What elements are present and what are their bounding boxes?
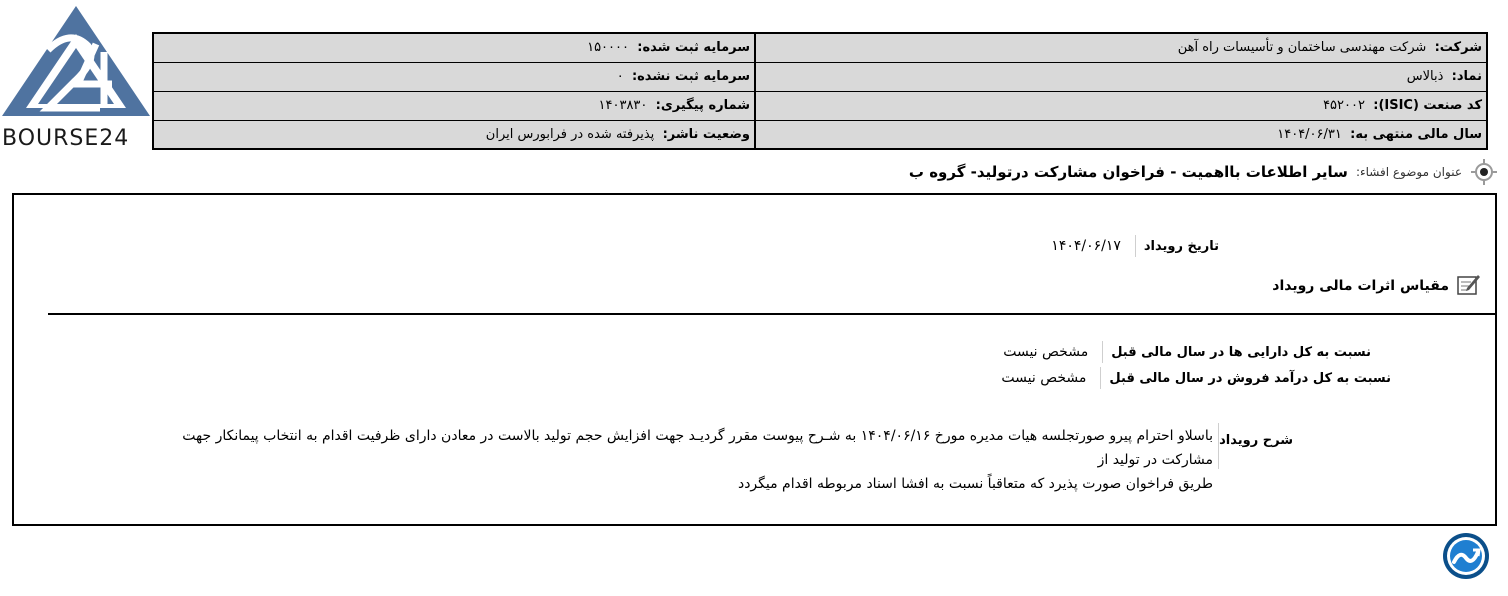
subject-title: سایر اطلاعات بااهمیت - فراخوان مشارکت درتولید- گروه ب bbox=[908, 163, 1348, 181]
symbol-label: نماد: bbox=[1451, 69, 1482, 84]
divider bbox=[1102, 341, 1103, 363]
financial-impact-title: مقیاس اثرات مالی رویداد bbox=[1272, 278, 1449, 294]
bourse24-logo bbox=[0, 4, 152, 152]
divider bbox=[1135, 235, 1136, 257]
company-value: شرکت مهندسی ساختمان و تأسیسات راه آهن bbox=[1177, 40, 1427, 55]
info-row bbox=[154, 92, 1486, 121]
info-row bbox=[154, 34, 1486, 63]
publisher-status-cell bbox=[154, 121, 756, 149]
assets-ratio-row bbox=[1003, 341, 1371, 363]
section-divider bbox=[48, 313, 1495, 315]
publisher-status-value: پذیرفته شده در فرابورس ایران bbox=[485, 127, 655, 142]
description-line: باسلاو احترام پیرو صورتجلسه هیات مدیره مورخ ۱۴۰۴/۰۶/۱۶ به شـرح پیوست مقرر گردیـد جهت افزایش حجم تولید بالاست در معادن دارای ظرفیت اقدام به انتخاب پیمانکار جهت مشارکت در تولید از bbox=[182, 428, 1213, 468]
unregistered-capital-cell bbox=[154, 63, 756, 91]
unregistered-capital-label: سرمایه ثبت نشده: bbox=[631, 69, 750, 84]
event-date-row bbox=[1051, 235, 1219, 257]
fiscal-year-cell bbox=[754, 121, 1486, 149]
assets-ratio-value: مشخص نیست bbox=[1003, 344, 1089, 360]
info-row bbox=[154, 63, 1486, 92]
company-cell bbox=[754, 34, 1486, 62]
event-date-value: ۱۴۰۴/۰۶/۱۷ bbox=[1051, 238, 1121, 254]
revenue-ratio-row bbox=[1001, 367, 1391, 389]
tracking-label: شماره پیگیری: bbox=[655, 98, 750, 113]
logo-text: BOURSE24 bbox=[2, 126, 130, 151]
event-description-label: شرح رویداد bbox=[1219, 433, 1293, 448]
registered-capital-label: سرمایه ثبت شده: bbox=[637, 40, 750, 55]
tracking-value: ۱۴۰۳۸۳۰ bbox=[598, 98, 648, 113]
brand-badge-icon[interactable] bbox=[1442, 532, 1490, 580]
revenue-ratio-value: مشخص نیست bbox=[1001, 370, 1087, 386]
event-description-text bbox=[137, 424, 1213, 496]
logo-mark-icon bbox=[0, 4, 152, 128]
registered-capital-value: ۱۵۰۰۰۰ bbox=[587, 40, 629, 55]
subject-label: عنوان موضوع افشاء: bbox=[1355, 165, 1462, 179]
isic-label: کد صنعت (ISIC): bbox=[1373, 98, 1482, 113]
divider bbox=[1100, 367, 1101, 389]
symbol-value: ذبالاس bbox=[1406, 69, 1444, 84]
divider bbox=[1218, 423, 1219, 469]
isic-cell bbox=[754, 92, 1486, 120]
symbol-cell bbox=[754, 63, 1486, 91]
event-details-panel bbox=[12, 193, 1497, 526]
tracking-cell bbox=[154, 92, 756, 120]
financial-impact-section-title bbox=[1272, 271, 1481, 301]
edit-note-icon bbox=[1455, 271, 1481, 301]
target-bullet-icon bbox=[1470, 158, 1498, 186]
description-line: طریق فراخوان صورت پذیرد که متعاقباً نسبت به افشا اسناد مربوطه اقدام میگردد bbox=[737, 476, 1213, 492]
unregistered-capital-value: ۰ bbox=[616, 69, 624, 84]
assets-ratio-label: نسبت به کل دارایی ها در سال مالی قبل bbox=[1111, 344, 1371, 360]
isic-value: ۴۵۲۰۰۲ bbox=[1323, 98, 1365, 113]
info-row bbox=[154, 121, 1486, 150]
registered-capital-cell bbox=[154, 34, 756, 62]
company-info-table bbox=[152, 32, 1488, 150]
company-label: شرکت: bbox=[1434, 40, 1482, 55]
revenue-ratio-label: نسبت به کل درآمد فروش در سال مالی قبل bbox=[1109, 370, 1391, 386]
disclosure-subject bbox=[909, 157, 1498, 187]
publisher-status-label: وضعیت ناشر: bbox=[662, 127, 750, 142]
fiscal-year-value: ۱۴۰۴/۰۶/۳۱ bbox=[1277, 127, 1342, 142]
fiscal-year-label: سال مالی منتهی به: bbox=[1350, 127, 1482, 142]
event-date-label: تاریخ رویداد bbox=[1143, 238, 1219, 254]
